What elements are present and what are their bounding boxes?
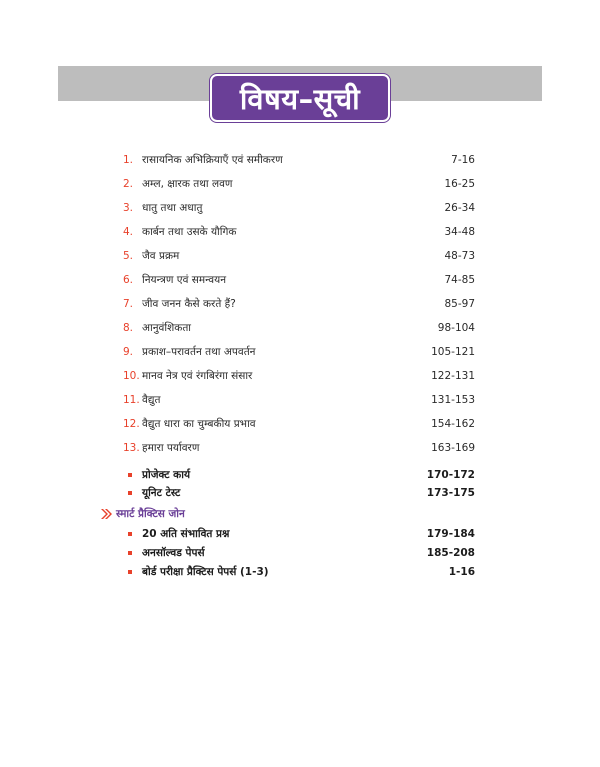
chapter-number: 2.	[123, 178, 134, 190]
chapter-title: वैद्युत	[142, 394, 161, 406]
chapter-pages: 163-169	[431, 442, 475, 454]
toc-row[interactable]	[123, 344, 475, 360]
chapter-title: हमारा पर्यावरण	[142, 442, 200, 454]
chapter-pages: 122-131	[431, 370, 475, 382]
chapter-number: 4.	[123, 226, 134, 238]
smart-zone-item-title: बोर्ड परीक्षा प्रैक्टिस पेपर्स (1-3)	[142, 566, 269, 578]
extra-item-title: यूनिट टेस्ट	[142, 487, 181, 499]
chapter-number: 1.	[123, 154, 134, 166]
chapter-pages: 34-48	[444, 226, 475, 238]
extra-item[interactable]	[128, 485, 475, 501]
chapter-pages: 48-73	[444, 250, 475, 262]
chapter-number: 3.	[123, 202, 134, 214]
chapter-number: 5.	[123, 250, 134, 262]
smart-zone-item[interactable]	[128, 526, 475, 542]
smart-zone-item[interactable]	[128, 545, 475, 561]
toc-row[interactable]	[123, 248, 475, 264]
chapter-pages: 7-16	[451, 154, 475, 166]
bullet-square-icon	[128, 570, 132, 574]
toc-row[interactable]	[123, 392, 475, 408]
smart-zone-heading[interactable]	[101, 505, 301, 523]
toc-row[interactable]	[123, 320, 475, 336]
chapter-number: 13.	[123, 442, 140, 454]
smart-zone-title: स्मार्ट प्रैक्टिस जोन	[116, 508, 185, 520]
chapter-pages: 26-34	[444, 202, 475, 214]
chapter-pages: 154-162	[431, 418, 475, 430]
title-box	[210, 74, 390, 122]
chapter-title: रासायनिक अभिक्रियाएँ एवं समीकरण	[142, 154, 283, 166]
chapter-pages: 74-85	[444, 274, 475, 286]
toc-row[interactable]	[123, 416, 475, 432]
chapter-title: धातु तथा अधातु	[142, 202, 203, 214]
chapter-pages: 98-104	[437, 322, 475, 334]
chapter-pages: 85-97	[444, 298, 475, 310]
smart-zone-item[interactable]	[128, 564, 475, 580]
smart-zone-item-pages: 179-184	[426, 528, 475, 540]
smart-zone-item-title: अनसॉल्वड पेपर्स	[142, 547, 205, 559]
toc-row[interactable]	[123, 200, 475, 216]
chapter-title: नियन्त्रण एवं समन्वयन	[142, 274, 227, 286]
smart-zone-item-pages: 1-16	[448, 566, 475, 578]
toc-row[interactable]	[123, 272, 475, 288]
bullet-square-icon	[128, 532, 132, 536]
bullet-square-icon	[128, 473, 132, 477]
chapter-title: अम्ल, क्षारक तथा लवण	[142, 178, 233, 190]
chapter-title: जैव प्रक्रम	[142, 250, 180, 262]
toc-row[interactable]	[123, 368, 475, 384]
extra-item-title: प्रोजेक्ट कार्य	[142, 469, 191, 481]
extra-item-pages: 170-172	[426, 469, 475, 481]
chapter-number: 7.	[123, 298, 134, 310]
toc-row[interactable]	[123, 296, 475, 312]
chapter-title: कार्बन तथा उसके यौगिक	[142, 226, 237, 238]
page-title: विषय–सूची	[239, 81, 361, 116]
toc-row[interactable]	[123, 440, 475, 456]
bullet-square-icon	[128, 551, 132, 555]
extra-item[interactable]	[128, 467, 475, 483]
bullet-square-icon	[128, 491, 132, 495]
chapter-number: 10.	[123, 370, 140, 382]
chapter-number: 11.	[123, 394, 140, 406]
extra-item-pages: 173-175	[426, 487, 475, 499]
chapter-title: आनुवंशिकता	[142, 322, 192, 334]
chapter-title: मानव नेत्र एवं रंगबिरंगा संसार	[142, 370, 253, 382]
chapter-number: 6.	[123, 274, 134, 286]
chapter-pages: 16-25	[444, 178, 475, 190]
chapter-title: प्रकाश–परावर्तन तथा अपवर्तन	[142, 346, 256, 358]
chapter-pages: 105-121	[431, 346, 475, 358]
toc-row[interactable]	[123, 224, 475, 240]
chapter-number: 8.	[123, 322, 134, 334]
chapter-title: जीव जनन कैसे करते हैं?	[142, 298, 236, 310]
chapter-title: वैद्युत धारा का चुम्बकीय प्रभाव	[142, 418, 256, 430]
chapter-number: 12.	[123, 418, 140, 430]
chapter-number: 9.	[123, 346, 134, 358]
double-chevron-right-icon	[101, 508, 113, 520]
smart-zone-item-pages: 185-208	[426, 547, 475, 559]
smart-zone-item-title: 20 अति संभावित प्रश्न	[142, 528, 230, 540]
toc-row[interactable]	[123, 152, 475, 168]
toc-row[interactable]	[123, 176, 475, 192]
chapter-pages: 131-153	[431, 394, 475, 406]
